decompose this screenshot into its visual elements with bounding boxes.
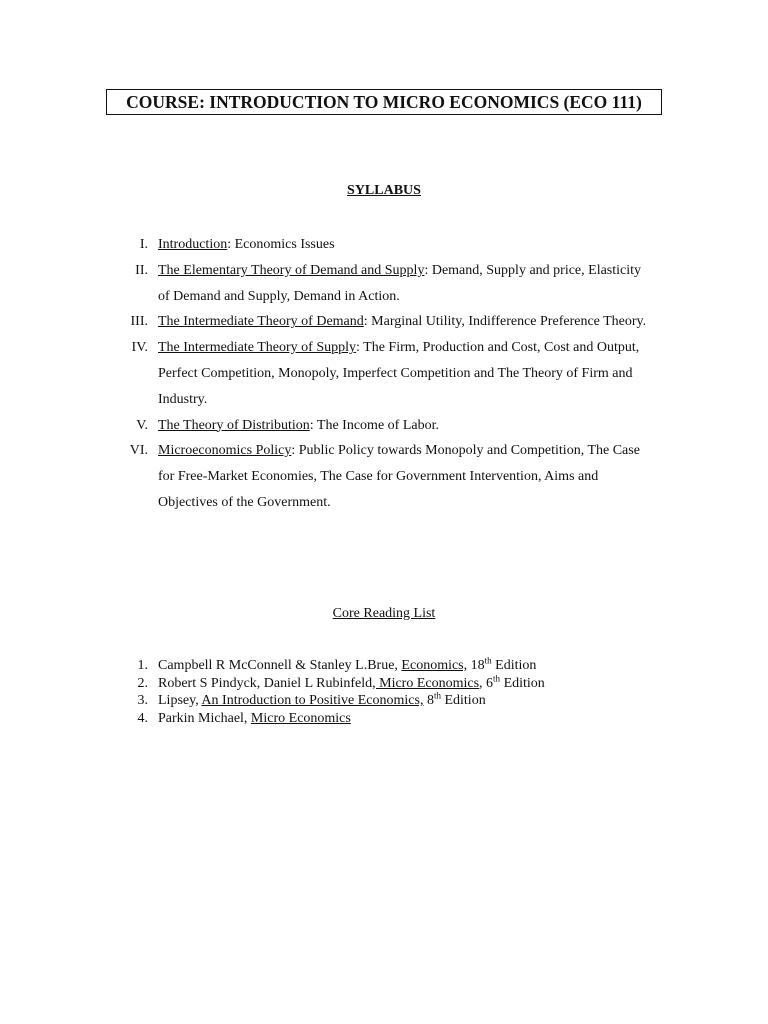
syllabus-item-topic: Introduction: [158, 237, 228, 252]
syllabus-item-number: V.: [136, 417, 148, 433]
syllabus-item-detail: : The Income of Labor.: [309, 417, 439, 433]
reading-item-edition-suffix: th: [433, 690, 441, 701]
syllabus-item: [110, 438, 650, 515]
syllabus-item: [110, 232, 650, 258]
syllabus-item: [110, 413, 650, 439]
reading-item-edition-number: 8: [423, 693, 434, 708]
reading-item-edition-suffix: th: [484, 655, 492, 666]
syllabus-item-number: III.: [130, 314, 148, 330]
syllabus-item-topic: The Elementary Theory of Demand and Supply: [158, 262, 425, 278]
syllabus-item-detail: : The Firm, Production and Cost, Cost and Output, Perfect Competition, Monopoly, Imperfect Competition and The Theory of Firm and Industry.: [158, 340, 640, 407]
syllabus-item: [110, 309, 650, 335]
reading-item: [110, 692, 670, 710]
syllabus-item-detail: : Demand, Supply and price, Elasticity of Demand and Supply, Demand in Action.: [158, 262, 642, 304]
reading-item-authors: Lipsey,: [158, 693, 202, 708]
reading-item-edition-text: Edition: [440, 693, 486, 708]
reading-item: [110, 710, 670, 728]
reading-item-title: Micro Economics: [250, 710, 351, 726]
syllabus-list: [110, 232, 650, 516]
syllabus-item-detail: : Marginal Utility, Indifference Preference Theory.: [363, 314, 647, 330]
reading-item-authors: Campbell R McConnell & Stanley L.Brue,: [158, 658, 402, 673]
syllabus-item-number: VI.: [129, 443, 148, 459]
reading-item-edition-text: Edition: [491, 658, 537, 673]
reading-item-edition-number: 18: [467, 658, 485, 673]
syllabus-item-number: II.: [135, 262, 148, 278]
reading-item-title: Economics,: [401, 658, 468, 673]
reading-item-authors: Robert S Pindyck, Daniel L Rubinfeld: [158, 675, 373, 691]
reading-item-authors: Parkin Michael,: [158, 710, 251, 726]
syllabus-item-detail: : Economics Issues: [227, 237, 335, 252]
reading-item-edition-suffix: th: [493, 672, 501, 683]
syllabus-item: [110, 335, 650, 412]
reading-item-number: 3.: [137, 693, 148, 708]
course-title: COURSE: INTRODUCTION TO MICRO ECONOMICS (ECO 111): [106, 89, 662, 115]
syllabus-item: [110, 258, 650, 310]
reading-item: [110, 672, 670, 693]
syllabus-heading: SYLLABUS: [347, 183, 421, 198]
syllabus-item-topic: Microeconomics Policy: [158, 443, 292, 459]
reading-item-number: 1.: [137, 658, 148, 673]
syllabus-item-number: IV.: [131, 340, 148, 356]
syllabus-item-topic: The Intermediate Theory of Supply: [158, 340, 357, 356]
reading-list: [110, 657, 670, 727]
reading-item-number: 2.: [137, 675, 148, 691]
reading-item-edition-number: , 6: [479, 675, 494, 691]
reading-list-heading: Core Reading List: [332, 606, 436, 621]
syllabus-item-topic: The Theory of Distribution: [158, 417, 310, 433]
reading-item: [110, 657, 670, 675]
syllabus-item-number: I.: [139, 237, 148, 252]
reading-item-title: An Introduction to Positive Economics,: [201, 693, 424, 708]
syllabus-item-detail: : Public Policy towards Monopoly and Competition, The Case for Free-Market Economies, The Case for Government Intervention, Aims and Objectives of the Government.: [158, 443, 640, 510]
reading-item-number: 4.: [137, 710, 148, 726]
reading-item-title: , Micro Economics: [372, 675, 480, 691]
reading-item-edition-text: Edition: [500, 675, 545, 691]
syllabus-item-topic: The Intermediate Theory of Demand: [158, 314, 364, 330]
